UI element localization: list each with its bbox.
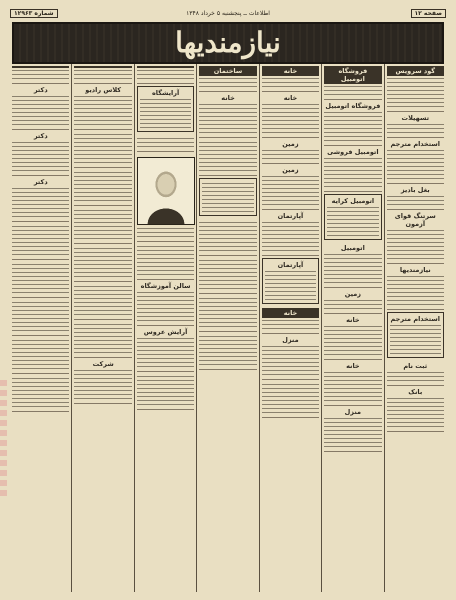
ad-heading: نیازمندیها bbox=[399, 266, 431, 274]
classified-ad bbox=[137, 326, 194, 372]
classified-ad bbox=[137, 280, 194, 326]
ad-heading: اتومبیل کرایه bbox=[331, 197, 375, 205]
ad-text-lines bbox=[74, 210, 131, 240]
ad-text-lines bbox=[387, 78, 444, 108]
ad-heading: استخدام مترجم bbox=[390, 315, 441, 323]
classified-ad bbox=[262, 306, 319, 334]
ad-text-lines bbox=[12, 378, 69, 408]
classified-ad bbox=[324, 242, 381, 288]
ad-heading: بانک bbox=[408, 388, 423, 396]
ad-text-lines bbox=[12, 302, 69, 332]
masthead-title: نیازمندیها bbox=[175, 26, 281, 59]
ad-heading: گود سرویس bbox=[387, 66, 444, 76]
column-4 bbox=[196, 64, 258, 592]
ad-heading: زمین bbox=[282, 140, 299, 148]
ad-heading: دکتر bbox=[33, 178, 48, 186]
ad-heading: آپارتمان bbox=[277, 261, 304, 269]
ad-text-lines bbox=[12, 226, 69, 256]
ad-heading: آپارتمان bbox=[277, 212, 304, 220]
classified-ad bbox=[137, 152, 194, 242]
ad-text-lines bbox=[137, 138, 194, 148]
classified-ad bbox=[12, 176, 69, 222]
ad-text-lines bbox=[324, 418, 381, 448]
ad-text-lines bbox=[262, 222, 319, 252]
ad-text-lines bbox=[12, 70, 69, 80]
ad-text-lines bbox=[324, 326, 381, 356]
ad-text-lines bbox=[199, 104, 256, 134]
classified-ad bbox=[324, 360, 381, 406]
classified-ad bbox=[12, 130, 69, 176]
classified-ad bbox=[199, 294, 256, 332]
column-1 bbox=[384, 64, 446, 592]
ad-text-lines bbox=[387, 276, 444, 306]
ad-text-lines bbox=[387, 150, 444, 180]
classified-ad bbox=[12, 260, 69, 298]
ad-heading: منزل bbox=[344, 408, 362, 416]
folio-line bbox=[10, 6, 446, 20]
classified-ad bbox=[12, 374, 69, 412]
classified-ad bbox=[387, 386, 444, 432]
ad-text-lines bbox=[74, 286, 131, 316]
masthead bbox=[12, 22, 444, 64]
ad-heading: خانه bbox=[346, 316, 360, 324]
ad-text-lines bbox=[12, 188, 69, 218]
ad-text-lines bbox=[324, 112, 381, 142]
issue-number: شماره ۱۲۹۶۳ bbox=[10, 9, 58, 18]
classified-ad bbox=[262, 380, 319, 418]
classified-ad bbox=[324, 314, 381, 360]
ad-text-lines bbox=[199, 142, 256, 172]
ad-text-lines bbox=[265, 271, 316, 301]
classified-ad bbox=[199, 64, 256, 92]
classified-ad bbox=[199, 178, 256, 216]
ad-text-lines bbox=[324, 86, 381, 96]
ad-text-lines bbox=[199, 298, 256, 328]
ad-text-lines bbox=[390, 325, 441, 355]
column-5 bbox=[134, 64, 196, 592]
ad-text-lines bbox=[262, 384, 319, 414]
classified-ad bbox=[74, 244, 131, 282]
classified-ad bbox=[74, 282, 131, 320]
classified-ad bbox=[324, 64, 381, 100]
ad-text-lines bbox=[324, 254, 381, 284]
ad-text-lines bbox=[199, 260, 256, 290]
page-number: صفحه ۱۲ bbox=[411, 9, 447, 18]
classified-ad bbox=[262, 164, 319, 210]
classified-ad bbox=[12, 298, 69, 336]
ad-text-lines bbox=[387, 196, 444, 206]
ad-text-lines bbox=[137, 292, 194, 322]
classified-ad bbox=[199, 92, 256, 138]
ad-text-lines bbox=[324, 158, 381, 188]
ad-text-lines bbox=[387, 124, 444, 134]
ad-heading: سرتنگ قوای آزمون bbox=[394, 212, 436, 228]
ad-heading: خانه bbox=[221, 94, 235, 102]
classified-ad bbox=[387, 64, 444, 112]
column-3 bbox=[259, 64, 321, 592]
classified-ad bbox=[387, 264, 444, 310]
ad-text-lines bbox=[137, 70, 194, 80]
classified-ad bbox=[387, 210, 444, 264]
ad-text-lines bbox=[262, 78, 319, 88]
classified-ad bbox=[324, 146, 381, 192]
ad-text-lines bbox=[74, 134, 131, 164]
classified-ad bbox=[74, 130, 131, 168]
column-2 bbox=[321, 64, 383, 592]
ad-heading: منزل bbox=[282, 336, 299, 344]
column-6 bbox=[71, 64, 133, 592]
classified-ad bbox=[74, 64, 131, 84]
ad-heading: خانه bbox=[346, 362, 360, 370]
classified-ad bbox=[199, 256, 256, 294]
ad-text-lines bbox=[74, 248, 131, 278]
ad-text-lines bbox=[387, 398, 444, 428]
ad-text-lines bbox=[12, 142, 69, 172]
classified-ad bbox=[324, 100, 381, 146]
ad-heading: کلاس رادیو bbox=[85, 86, 122, 94]
ad-heading: خانه bbox=[283, 94, 298, 102]
ad-text-lines bbox=[137, 338, 194, 368]
classified-ad bbox=[387, 112, 444, 138]
ad-heading: ثبت نام bbox=[403, 362, 428, 370]
ad-heading: تسهیلات bbox=[401, 114, 430, 122]
classified-ad bbox=[74, 358, 131, 404]
ad-heading: خانه bbox=[262, 308, 319, 318]
classified-ad bbox=[199, 332, 256, 370]
classified-ad bbox=[74, 84, 131, 130]
classified-ad bbox=[387, 184, 444, 210]
classified-ad bbox=[74, 320, 131, 358]
ad-heading: سالن آموزشگاه bbox=[140, 282, 191, 290]
ad-text-lines bbox=[137, 376, 194, 406]
ad-heading: فروشگاه اتومبیل bbox=[324, 66, 381, 84]
classified-ad bbox=[262, 138, 319, 164]
classified-ad bbox=[74, 168, 131, 206]
column-7 bbox=[10, 64, 71, 592]
ad-heading: ساختمان bbox=[199, 66, 256, 76]
ad-text-lines bbox=[74, 370, 131, 400]
portrait-photo bbox=[137, 157, 195, 225]
issue-date: اطلاعات ــ پنجشنبه ۵ خرداد ۱۳۴۸ bbox=[186, 10, 270, 17]
ad-text-lines bbox=[74, 172, 131, 202]
ad-heading: اتومبیل فروشی bbox=[327, 148, 379, 156]
ad-heading: شرکت bbox=[92, 360, 114, 368]
classified-ad bbox=[137, 242, 194, 280]
ad-heading: اتومبیل bbox=[340, 244, 365, 252]
ad-heading: آرایشگاه bbox=[151, 89, 180, 97]
classified-ad bbox=[262, 92, 319, 138]
ad-text-lines bbox=[387, 372, 444, 382]
ad-text-lines bbox=[387, 230, 444, 260]
ad-text-lines bbox=[140, 99, 191, 129]
ad-text-lines bbox=[202, 183, 253, 213]
ad-text-lines bbox=[324, 372, 381, 402]
ad-text-lines bbox=[262, 150, 319, 160]
classified-ad bbox=[262, 210, 319, 256]
classified-ad bbox=[387, 312, 444, 358]
classified-ad bbox=[74, 206, 131, 244]
ad-heading: استخدام مترجم bbox=[390, 140, 441, 148]
ad-heading: خانه bbox=[262, 66, 319, 76]
classified-ad bbox=[12, 64, 69, 84]
ad-text-lines bbox=[12, 96, 69, 126]
classified-ad bbox=[137, 86, 194, 132]
classified-ad bbox=[12, 84, 69, 130]
ad-text-lines bbox=[199, 222, 256, 252]
classified-ad bbox=[199, 138, 256, 176]
ad-heading: فروشگاه اتومبیل bbox=[325, 102, 381, 110]
classified-ad bbox=[12, 336, 69, 374]
ad-heading: دکتر bbox=[33, 132, 48, 140]
classified-ad bbox=[324, 288, 381, 314]
margin-mark bbox=[0, 380, 7, 500]
classified-ad bbox=[387, 138, 444, 184]
classified-ad bbox=[262, 258, 319, 304]
classified-ad bbox=[387, 360, 444, 386]
ad-heading bbox=[12, 66, 69, 68]
ad-heading: بغل بادیز bbox=[400, 186, 430, 194]
classified-ad bbox=[324, 194, 381, 240]
ad-text-lines bbox=[262, 320, 319, 330]
ad-text-lines bbox=[262, 346, 319, 376]
ad-text-lines bbox=[12, 340, 69, 370]
ad-text-lines bbox=[262, 104, 319, 134]
ad-text-lines bbox=[74, 324, 131, 354]
ad-text-lines bbox=[12, 264, 69, 294]
ad-text-lines bbox=[262, 176, 319, 206]
ad-text-lines bbox=[324, 300, 381, 310]
classified-ad bbox=[137, 372, 194, 410]
classified-ad bbox=[324, 406, 381, 452]
classified-ad bbox=[12, 222, 69, 260]
classified-ad bbox=[137, 134, 194, 152]
ad-text-lines bbox=[137, 246, 194, 276]
ad-heading: آرایش عروس bbox=[143, 328, 188, 336]
ad-heading: زمین bbox=[282, 166, 299, 174]
ad-text-lines bbox=[199, 336, 256, 366]
ad-heading: دکتر bbox=[33, 86, 48, 94]
classified-ad bbox=[262, 334, 319, 380]
ad-text-lines bbox=[74, 96, 131, 126]
ad-text-lines bbox=[327, 207, 378, 237]
ad-heading: زمین bbox=[344, 290, 361, 298]
ad-heading bbox=[137, 66, 194, 68]
classified-ad bbox=[262, 64, 319, 92]
ad-text-lines bbox=[199, 78, 256, 88]
ad-heading bbox=[74, 66, 131, 68]
classified-columns bbox=[10, 64, 446, 592]
classified-ad bbox=[199, 218, 256, 256]
classified-ad bbox=[137, 64, 194, 84]
ad-text-lines bbox=[137, 228, 194, 238]
ad-text-lines bbox=[74, 70, 131, 80]
